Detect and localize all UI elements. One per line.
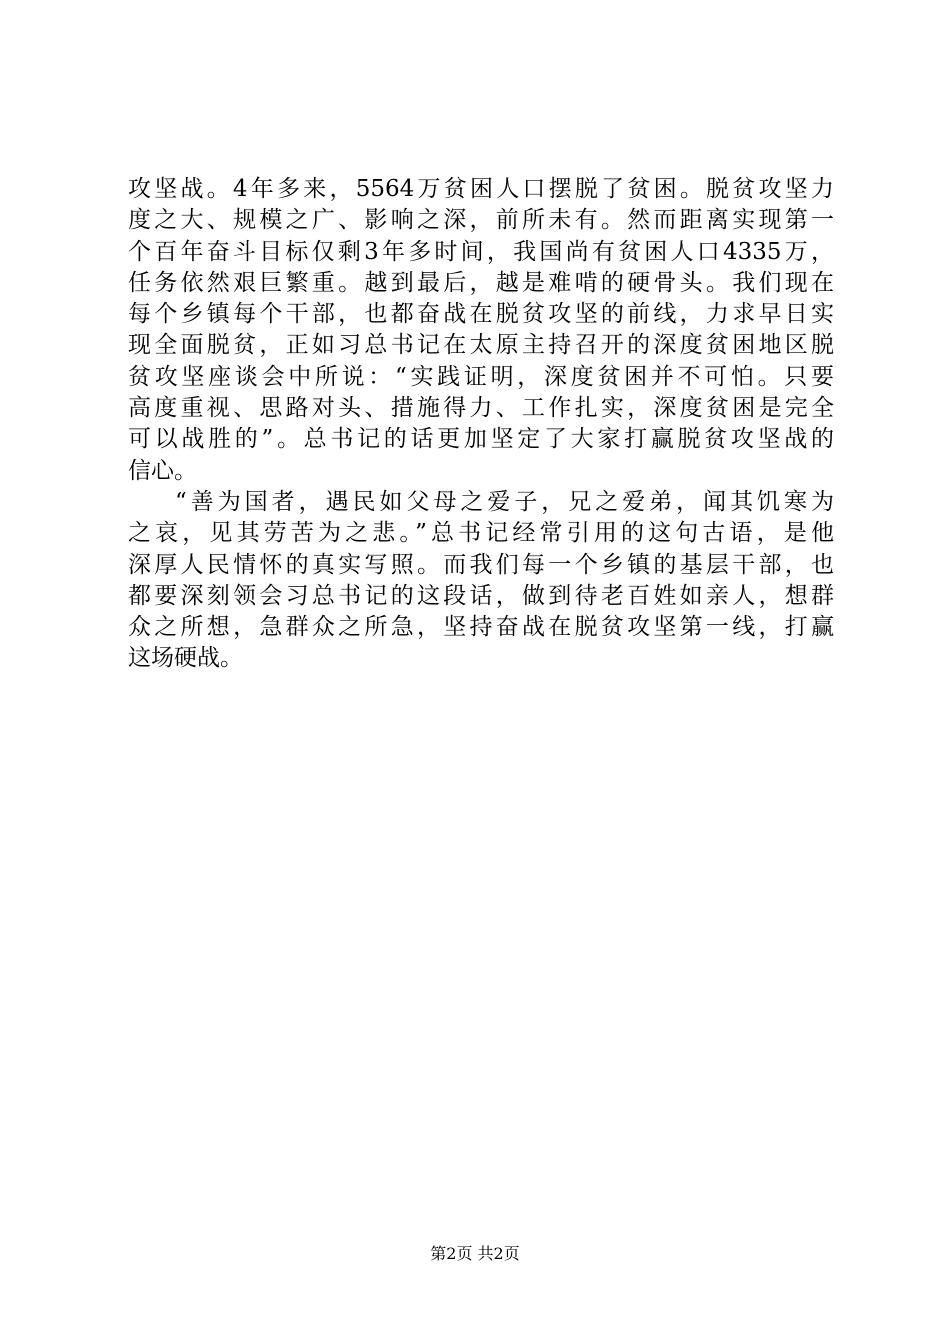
- paragraph-line: 个百年奋斗目标仅剩3年多时间，我国尚有贫困人口4335万，: [128, 238, 834, 265]
- paragraph-line: 任务依然艰巨繁重。越到最后，越是难啃的硬骨头。我们现在: [128, 269, 834, 296]
- paragraph-line: 高度重视、思路对头、措施得力、工作扎实，深度贫困是完全: [128, 395, 834, 422]
- paragraph-1: [128, 174, 834, 487]
- page-number-label: 第2页 共2页: [430, 1244, 520, 1263]
- page-footer: [0, 1243, 950, 1265]
- paragraph-line: 都要深刻领会习总书记的这段话，做到待老百姓如亲人，想群: [128, 582, 834, 609]
- paragraph-2: [128, 487, 834, 675]
- paragraph-line: 贫攻坚座谈会中所说：“实践证明，深度贫困并不可怕。只要: [128, 363, 834, 390]
- paragraph-line: “善为国者，遇民如父母之爱子，兄之爱弟，闻其饥寒为: [175, 488, 834, 515]
- paragraph-line: 之哀，见其劳苦为之悲。”总书记经常引用的这句古语，是他: [128, 520, 834, 547]
- paragraph-line: 每个乡镇每个干部，也都奋战在脱贫攻坚的前线，力求早日实: [128, 301, 834, 328]
- paragraph-line: 攻坚战。4年多来，5564万贫困人口摆脱了贫困。脱贫攻坚力: [128, 176, 834, 202]
- paragraph-line: 这场硬战。: [128, 645, 243, 672]
- document-body: [128, 174, 834, 675]
- paragraph-line: 现全面脱贫，正如习总书记在太原主持召开的深度贫困地区脱: [128, 332, 834, 359]
- paragraph-line: 度之大、规模之广、影响之深，前所未有。然而距离实现第一: [128, 207, 834, 234]
- paragraph-line: 深厚人民情怀的真实写照。而我们每一个乡镇的基层干部，也: [128, 551, 834, 578]
- paragraph-line: 信心。: [128, 457, 197, 484]
- paragraph-line: 众之所想，急群众之所急，坚持奋战在脱贫攻坚第一线，打赢: [128, 614, 834, 641]
- paragraph-line: 可以战胜的”。总书记的话更加坚定了大家打赢脱贫攻坚战的: [128, 426, 834, 453]
